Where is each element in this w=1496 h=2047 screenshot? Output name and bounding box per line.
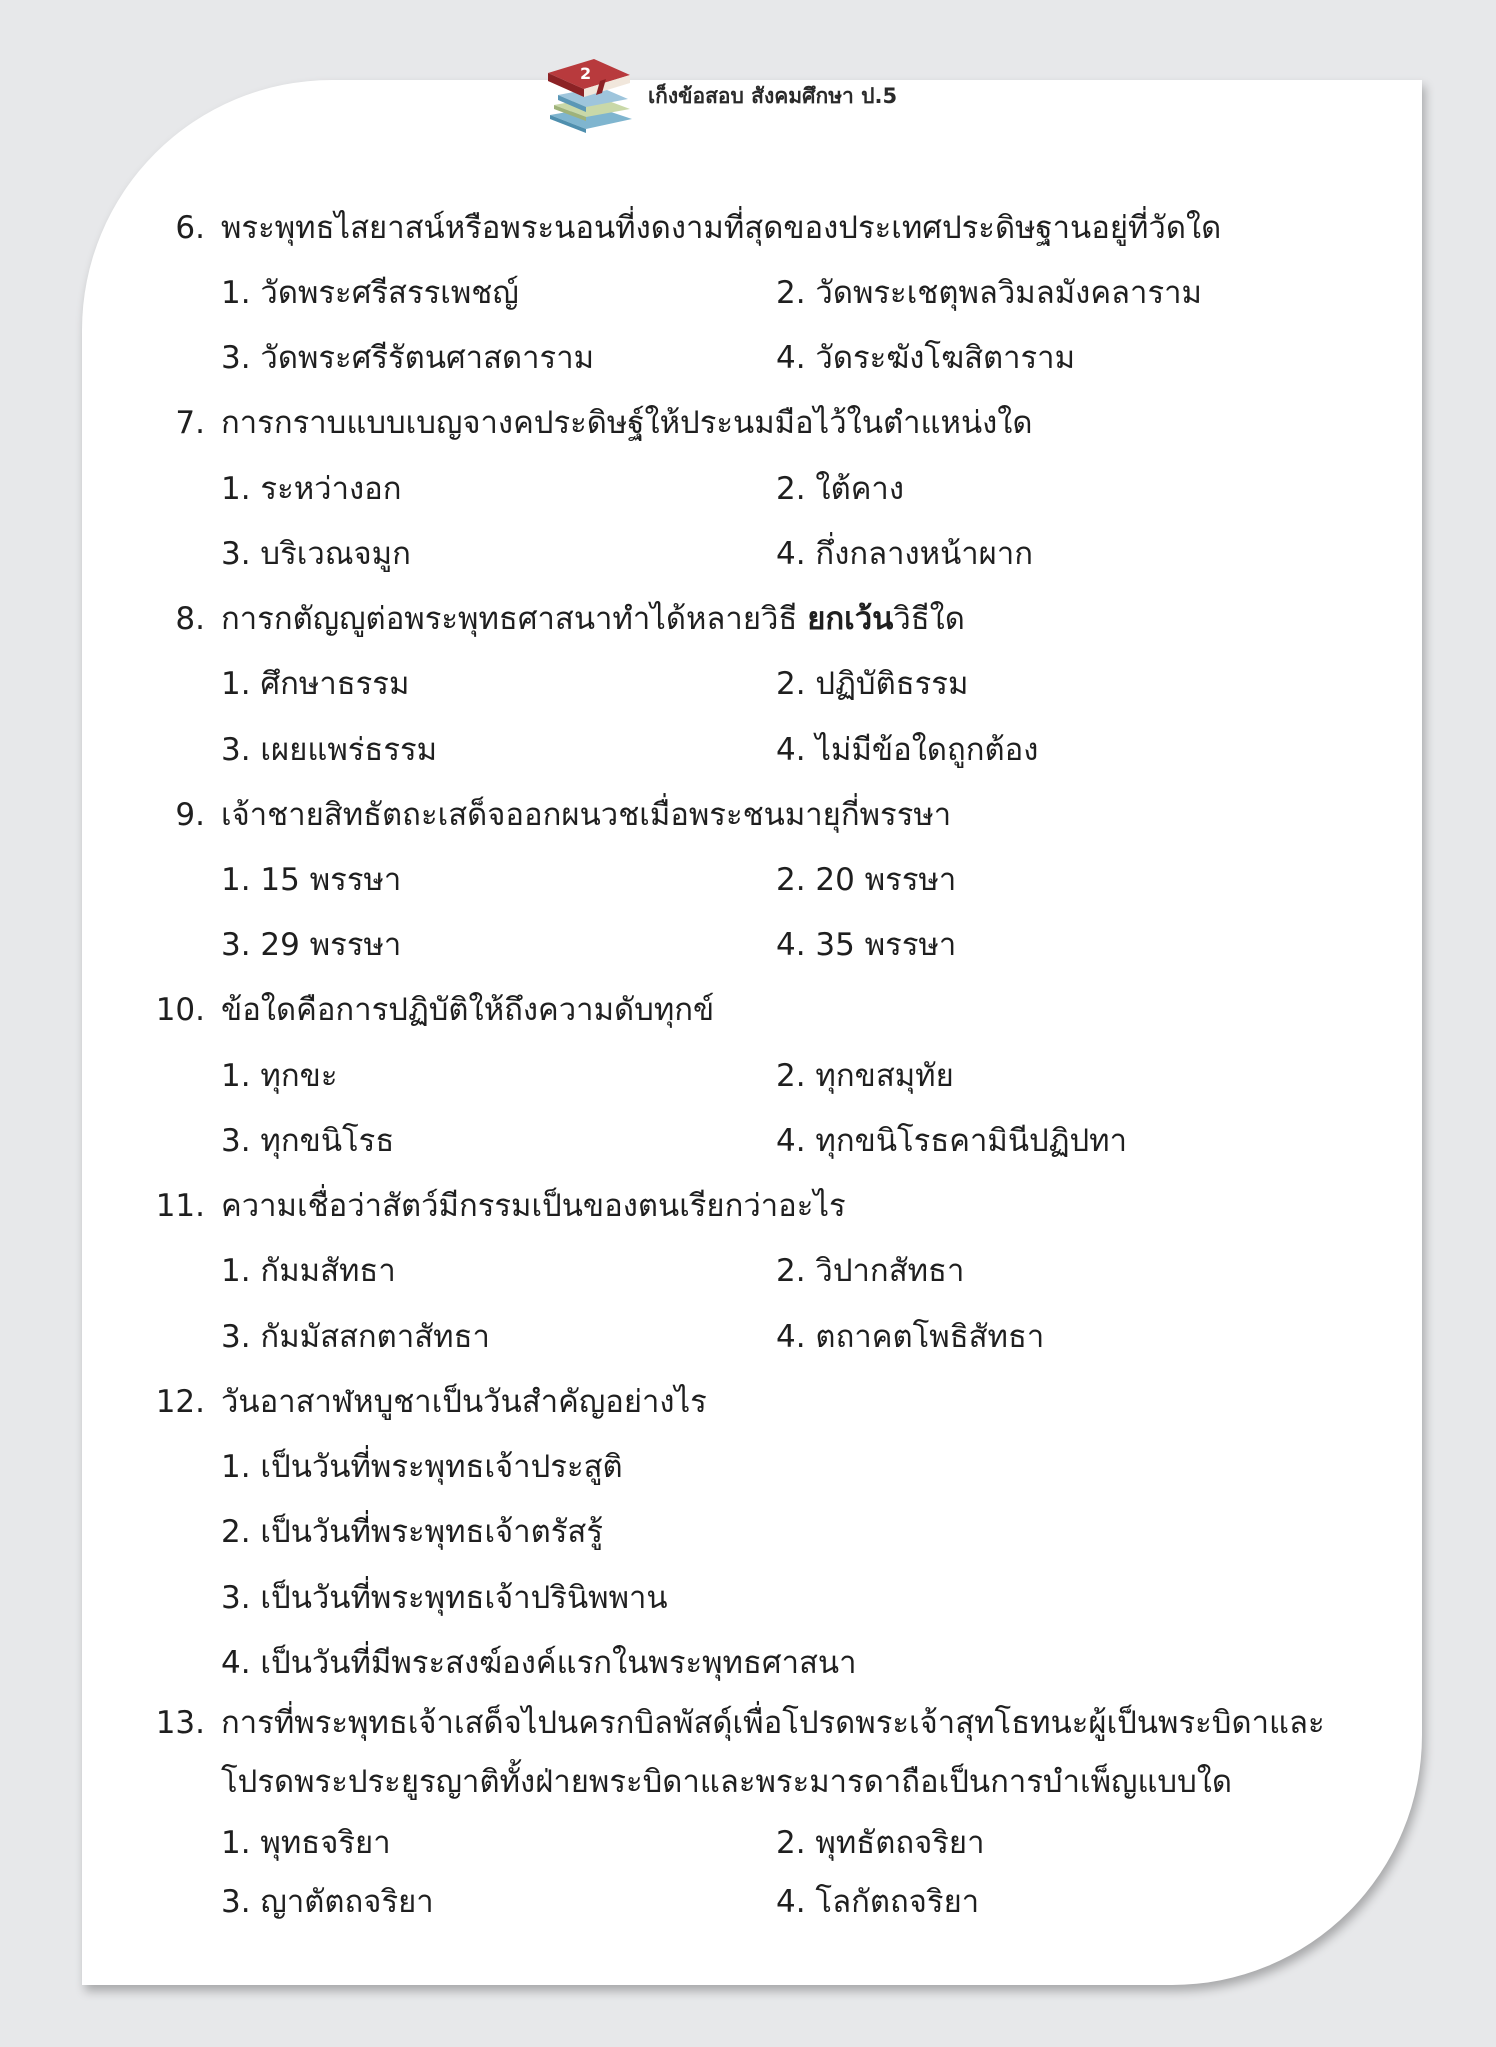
option-11-2[interactable]: 2. วิปากสัทธา (776, 1253, 965, 1289)
header-title: เก็งข้อสอบ สังคมศึกษา ป.5 (648, 83, 898, 108)
option-7-1[interactable]: 1. ระหว่างอก (221, 471, 402, 507)
option-11-1[interactable]: 1. กัมมสัทธา (221, 1253, 396, 1289)
question-text: ข้อใดคือการปฏิบัติให้ถึงความดับทุกข์ (221, 992, 715, 1028)
question-text-line-1: การที่พระพุทธเจ้าเสด็จไปนครกบิลพัสดุ์เพื่อโปรดพระเจ้าสุทโธทนะผู้เป็นพระบิดาและ (221, 1705, 1325, 1741)
option-10-3[interactable]: 3. ทุกขนิโรธ (221, 1123, 395, 1159)
book-stack-icon (540, 51, 640, 133)
option-8-4[interactable]: 4. ไม่มีข้อใดถูกต้อง (776, 732, 1039, 768)
question-emphasis: ยกเว้น (807, 601, 894, 637)
option-13-3[interactable]: 3. ญาตัตถจริยา (221, 1884, 434, 1920)
question-text (221, 599, 965, 639)
question-text: การกราบแบบเบญจางคประดิษฐ์ให้ประนมมือไว้ในตำแหน่งใด (221, 405, 1033, 441)
option-9-3[interactable]: 3. 29 พรรษา (221, 927, 402, 963)
option-10-4[interactable]: 4. ทุกขนิโรธคามินีปฏิปทา (776, 1123, 1128, 1159)
question-number: 12. (155, 1384, 205, 1420)
option-9-1[interactable]: 1. 15 พรรษา (221, 862, 402, 898)
question-text: วันอาสาฬหบูชาเป็นวันสำคัญอย่างไร (221, 1384, 707, 1420)
option-12-3[interactable]: 3. เป็นวันที่พระพุทธเจ้าปรินิพพาน (221, 1580, 668, 1616)
option-8-3[interactable]: 3. เผยแพร่ธรรม (221, 732, 438, 768)
question-text: พระพุทธไสยาสน์หรือพระนอนที่งดงามที่สุดของประเทศประดิษฐานอยู่ที่วัดใด (221, 210, 1222, 246)
option-6-4[interactable]: 4. วัดระฆังโฆสิตาราม (776, 340, 1076, 376)
question-text-part: วิธีใด (893, 601, 965, 637)
option-9-4[interactable]: 4. 35 พรรษา (776, 927, 957, 963)
option-11-4[interactable]: 4. ตถาคตโพธิสัทธา (776, 1319, 1045, 1355)
question-text: เจ้าชายสิทธัตถะเสด็จออกผนวชเมื่อพระชนมายุกี่พรรษา (221, 797, 952, 833)
option-10-2[interactable]: 2. ทุกขสมุทัย (776, 1058, 954, 1094)
option-9-2[interactable]: 2. 20 พรรษา (776, 862, 957, 898)
option-11-3[interactable]: 3. กัมมัสสกตาสัทธา (221, 1319, 490, 1355)
option-10-1[interactable]: 1. ทุกขะ (221, 1058, 338, 1094)
option-12-4[interactable]: 4. เป็นวันที่มีพระสงฆ์องค์แรกในพระพุทธศาสนา (221, 1645, 857, 1681)
question-number: 10. (155, 992, 205, 1028)
option-13-4[interactable]: 4. โลกัตถจริยา (776, 1884, 980, 1920)
question-number: 9. (175, 797, 205, 833)
question-13-text-line-2: โปรดพระประยูรญาติทั้งฝ่ายพระบิดาและพระมารดาถือเป็นการบำเพ็ญแบบใด (221, 1764, 1233, 1800)
option-7-2[interactable]: 2. ใต้คาง (776, 471, 904, 507)
option-13-2[interactable]: 2. พุทธัตถจริยา (776, 1825, 985, 1861)
question-number: 11. (155, 1188, 205, 1224)
option-6-1[interactable]: 1. วัดพระศรีสรรเพชญ์ (221, 275, 519, 311)
option-7-4[interactable]: 4. กึ่งกลางหน้าผาก (776, 536, 1034, 572)
option-13-1[interactable]: 1. พุทธจริยา (221, 1825, 391, 1861)
option-6-2[interactable]: 2. วัดพระเชตุพลวิมลมังคลาราม (776, 275, 1202, 311)
option-12-2[interactable]: 2. เป็นวันที่พระพุทธเจ้าตรัสรู้ (221, 1514, 603, 1550)
page-header (540, 52, 897, 132)
question-number: 6. (175, 210, 205, 246)
option-7-3[interactable]: 3. บริเวณจมูก (221, 536, 411, 572)
option-8-1[interactable]: 1. ศึกษาธรรม (221, 666, 410, 702)
option-8-2[interactable]: 2. ปฏิบัติธรรม (776, 666, 969, 702)
question-number: 8. (175, 601, 205, 637)
question-text-part: การกตัญญูต่อพระพุทธศาสนาทำได้หลายวิธี (221, 601, 808, 637)
question-number: 13. (155, 1705, 205, 1741)
option-6-3[interactable]: 3. วัดพระศรีรัตนศาสดาราม (221, 340, 595, 376)
option-12-1[interactable]: 1. เป็นวันที่พระพุทธเจ้าประสูติ (221, 1449, 623, 1485)
question-number: 7. (175, 405, 205, 441)
question-text: ความเชื่อว่าสัตว์มีกรรมเป็นของตนเรียกว่าอะไร (221, 1188, 846, 1224)
book-number: 2 (580, 64, 592, 83)
